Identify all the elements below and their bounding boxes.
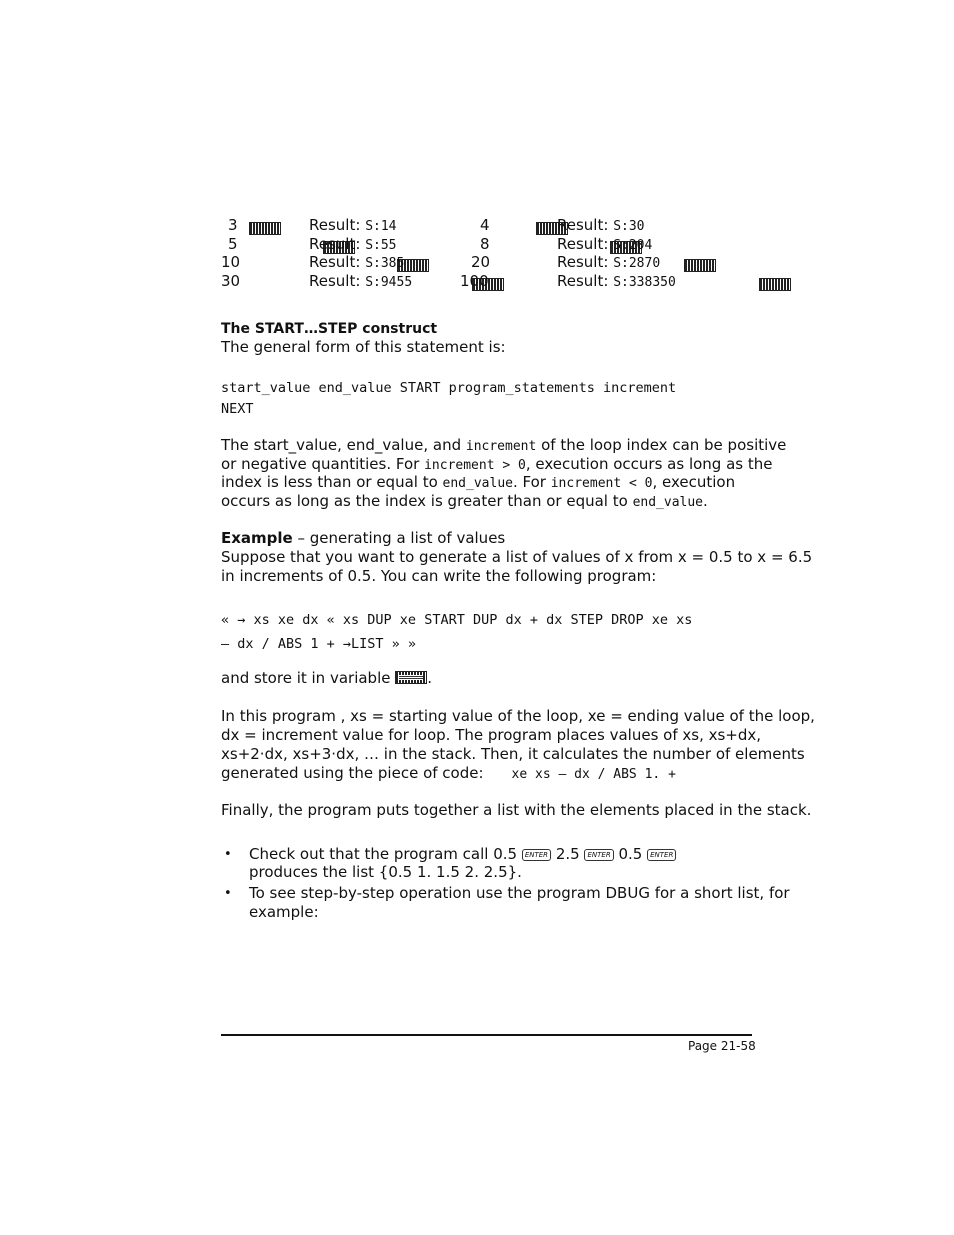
- bullet-icon: •: [224, 886, 232, 901]
- result-n-5: 5: [228, 235, 238, 253]
- result-label: Result: S:2870: [557, 253, 661, 271]
- result-label: Result: S:204: [557, 235, 653, 253]
- enter-key-icon: ENTER: [522, 849, 551, 861]
- enter-key-icon: ENTER: [647, 849, 676, 861]
- code-line: « → xs xe dx « xs DUP xe START DUP dx + dx STEP DROP xe xs: [221, 612, 693, 628]
- bullet-text: example:: [249, 903, 319, 921]
- paragraph-line: In this program , xs = starting value of the loop, xe = ending value of the loop,: [221, 707, 815, 725]
- code-line: start_value end_value START program_statements increment: [221, 380, 677, 396]
- code-line: – dx / ABS 1 + →LIST » »: [221, 636, 417, 652]
- result-n-10: 10: [221, 253, 241, 271]
- paragraph-line: dx = increment value for loop. The program places values of xs, xs+dx,: [221, 726, 762, 744]
- section-intro: The general form of this statement is:: [221, 338, 506, 356]
- page-number: Page 21-58: [688, 1039, 756, 1053]
- softkey-icon: [684, 259, 716, 272]
- result-n-30: 30: [221, 272, 241, 290]
- result-label: Result: S:30: [557, 216, 645, 234]
- paragraph-line: Finally, the program puts together a list with the elements placed in the stack.: [221, 801, 812, 819]
- bullet-text: To see step-by-step operation use the program DBUG for a short list, for: [249, 884, 790, 902]
- result-n-20: 20: [471, 253, 491, 271]
- result-label: Result: S:55: [309, 235, 397, 253]
- result-n-4: 4: [480, 216, 490, 234]
- paragraph-line: The start_value, end_value, and increment of the loop index can be positive: [221, 436, 787, 454]
- paragraph-line: occurs as long as the index is greater than or equal to end_value.: [221, 492, 708, 510]
- result-label: Result: S:338350: [557, 272, 676, 290]
- bullet-text: produces the list {0.5 1. 1.5 2. 2.5}.: [249, 863, 522, 881]
- paragraph-line: index is less than or equal to end_value. For increment < 0, execution: [221, 473, 736, 491]
- paragraph-line: generated using the piece of code: xe xs – dx / ABS 1. +: [221, 764, 676, 782]
- section-heading: The START…STEP construct: [221, 321, 438, 337]
- code-line: NEXT: [221, 401, 254, 417]
- paragraph-line: and store it in variable .: [221, 669, 433, 687]
- bullet-icon: •: [224, 847, 232, 862]
- result-label: Result: S:9455: [309, 272, 413, 290]
- example-heading: Example – generating a list of values: [221, 529, 506, 547]
- result-label: Result: S:385: [309, 253, 405, 271]
- result-n-100: 100: [460, 272, 489, 290]
- result-n-3: 3: [228, 216, 238, 234]
- result-n-8: 8: [480, 235, 490, 253]
- paragraph-line: or negative quantities. For increment > 0, execution occurs as long as the: [221, 455, 773, 473]
- paragraph-line: in increments of 0.5. You can write the following program:: [221, 567, 657, 585]
- glist-softkey-icon: [395, 671, 427, 684]
- paragraph-line: Suppose that you want to generate a list of values of x from x = 0.5 to x = 6.5: [221, 548, 813, 566]
- result-label: Result: S:14: [309, 216, 397, 234]
- softkey-icon: [249, 222, 281, 235]
- softkey-icon: [759, 278, 791, 291]
- footer-rule: [221, 1034, 752, 1036]
- bullet-text: Check out that the program call 0.5 ENTER 2.5 ENTER 0.5 ENTER: [249, 845, 676, 863]
- enter-key-icon: ENTER: [584, 849, 613, 861]
- paragraph-line: xs+2·dx, xs+3·dx, … in the stack. Then, it calculates the number of elements: [221, 745, 805, 763]
